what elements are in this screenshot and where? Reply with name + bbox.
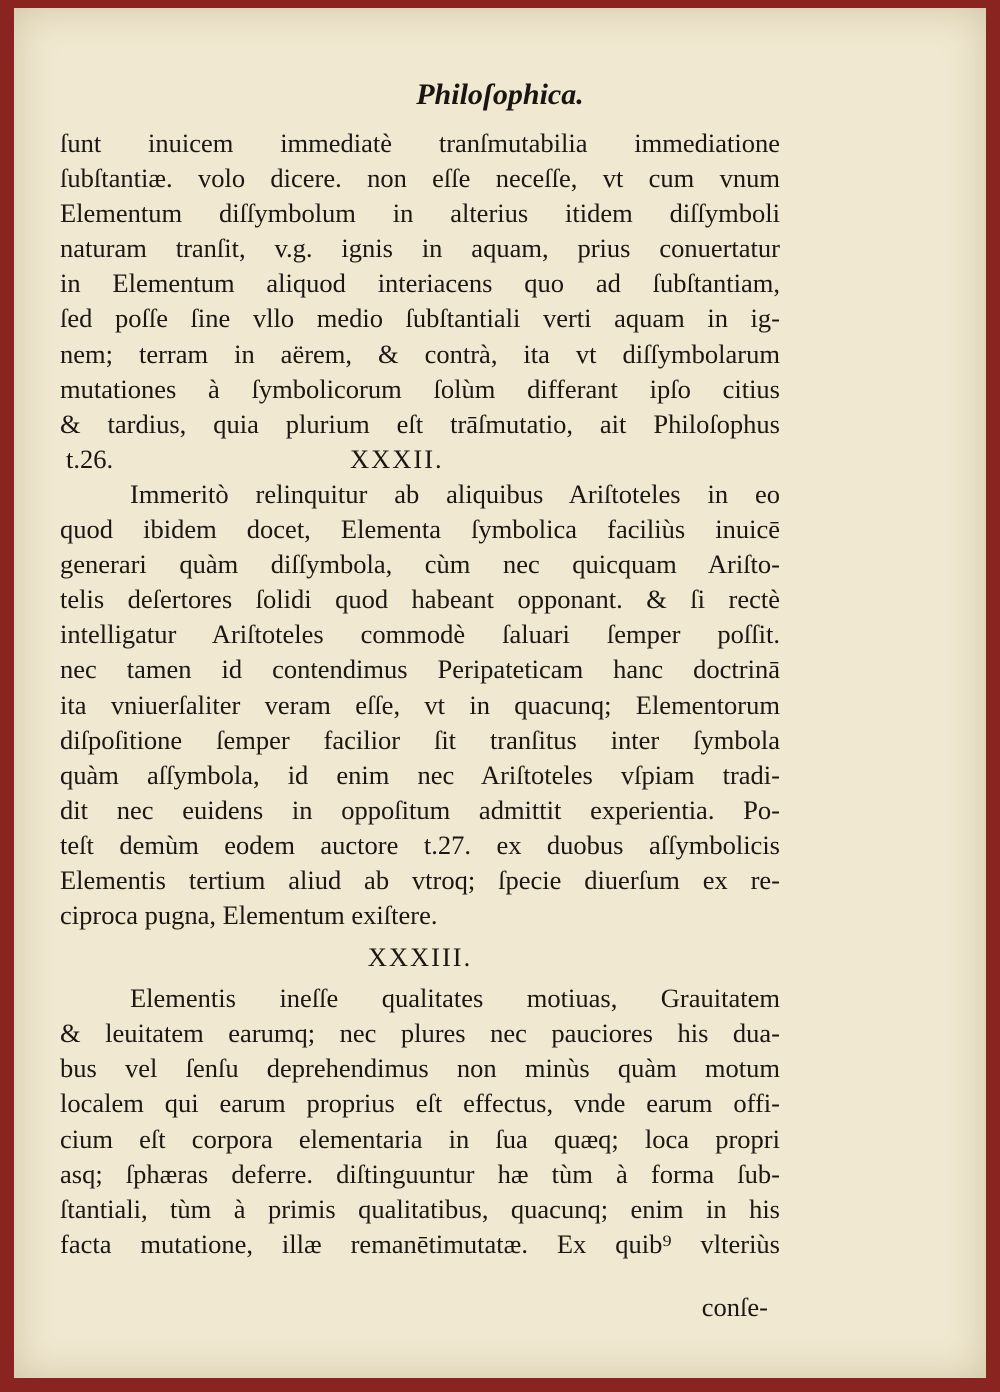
text-line: Immeritò relinquitur ab aliquibus Ariſtoteles in eo	[130, 478, 780, 509]
paragraph-block	[60, 981, 780, 1262]
catchword: conſe-	[701, 1292, 768, 1322]
text-line: ſtantiali, tùm à primis qualitatibus, quacunq; enim in his	[60, 1193, 780, 1224]
text-line: nem; terram in aërem, & contrà, ita vt diſſymbolarum	[60, 338, 780, 369]
text-line: Elementis tertium aliud ab vtroq; ſpecie diuerſum ex re-	[60, 864, 780, 895]
text-line: in Elementum aliquod interiacens quo ad ſubſtantiam,	[60, 268, 780, 299]
body-text	[60, 126, 780, 1262]
running-header: Philoſophica.	[416, 78, 584, 111]
text-line: ſubſtantiæ. volo dicere. non eſſe neceſſe, vt cum vnum	[60, 163, 780, 194]
text-reference: t.26.	[66, 443, 114, 474]
text-line: Elementis ineſſe qualitates motiuas, Grauitatem	[130, 983, 780, 1014]
text-line: & leuitatem earumq; nec plures nec pauciores his dua-	[60, 1018, 780, 1049]
text-line: teſt demùm eodem auctore t.27. ex duobus aſſymbolicis	[60, 829, 780, 860]
text-line: intelligatur Ariſtoteles commodè ſaluari ſemper poſſit.	[60, 619, 780, 650]
section-heading-row	[60, 442, 780, 477]
text-line: generari quàm diſſymbola, cùm nec quicquam Ariſto-	[60, 549, 780, 580]
text-line: Elementum diſſymbolum in alterius itidem diſſymboli	[60, 198, 780, 229]
text-line: telis deſertores ſolidi quod habeant opponant. & ſi rectè	[60, 584, 780, 615]
paragraph-block	[60, 477, 780, 933]
text-line: asq; ſphæras deferre. diſtinguuntur hæ tùm à forma ſub-	[60, 1158, 780, 1189]
text-line: ſed poſſe ſine vllo medio ſubſtantiali verti aquam in ig-	[60, 303, 780, 334]
text-line: diſpoſitione ſemper facilior ſit tranſitus inter ſymbola	[60, 724, 780, 755]
text-line: ita vniuerſaliter veram eſſe, vt in quacunq; Elementorum	[60, 689, 780, 720]
section-number: XXXIII.	[367, 942, 473, 973]
book-page	[14, 8, 986, 1378]
text-line: localem qui earum proprius eſt effectus, vnde earum offi-	[60, 1088, 780, 1119]
text-line: bus vel ſenſu deprehendimus non minùs quàm motum	[60, 1053, 780, 1084]
text-line: mutationes à ſymbolicorum ſolùm differant ipſo citius	[60, 373, 780, 404]
text-line: dit nec euidens in oppoſitum admittit experientia. Po-	[60, 794, 780, 825]
text-line: & tardius, quia plurium eſt trāſmutatio, ait Philoſophus	[60, 408, 780, 439]
paragraph-block	[60, 126, 780, 442]
section-number: XXXII.	[350, 443, 444, 474]
text-line: quod ibidem docet, Elementa ſymbolica faciliùs inuicē	[60, 514, 780, 545]
text-line: naturam tranſit, v.g. ignis in aquam, prius conuertatur	[60, 233, 780, 264]
text-line: nec tamen id contendimus Peripateticam hanc doctrinā	[60, 654, 780, 685]
text-line: ſunt inuicem immediatè tranſmutabilia immediatione	[60, 128, 780, 158]
text-line: quàm aſſymbola, id enim nec Ariſtoteles vſpiam tradi-	[60, 759, 780, 790]
text-line: ciproca pugna, Elementum exiſtere.	[60, 900, 438, 931]
text-line: facta mutatione, illæ remanētimutatæ. Ex quib⁹ vlteriùs	[60, 1228, 780, 1259]
text-line: cium eſt corpora elementaria in ſua quæq; loca propri	[60, 1123, 780, 1154]
